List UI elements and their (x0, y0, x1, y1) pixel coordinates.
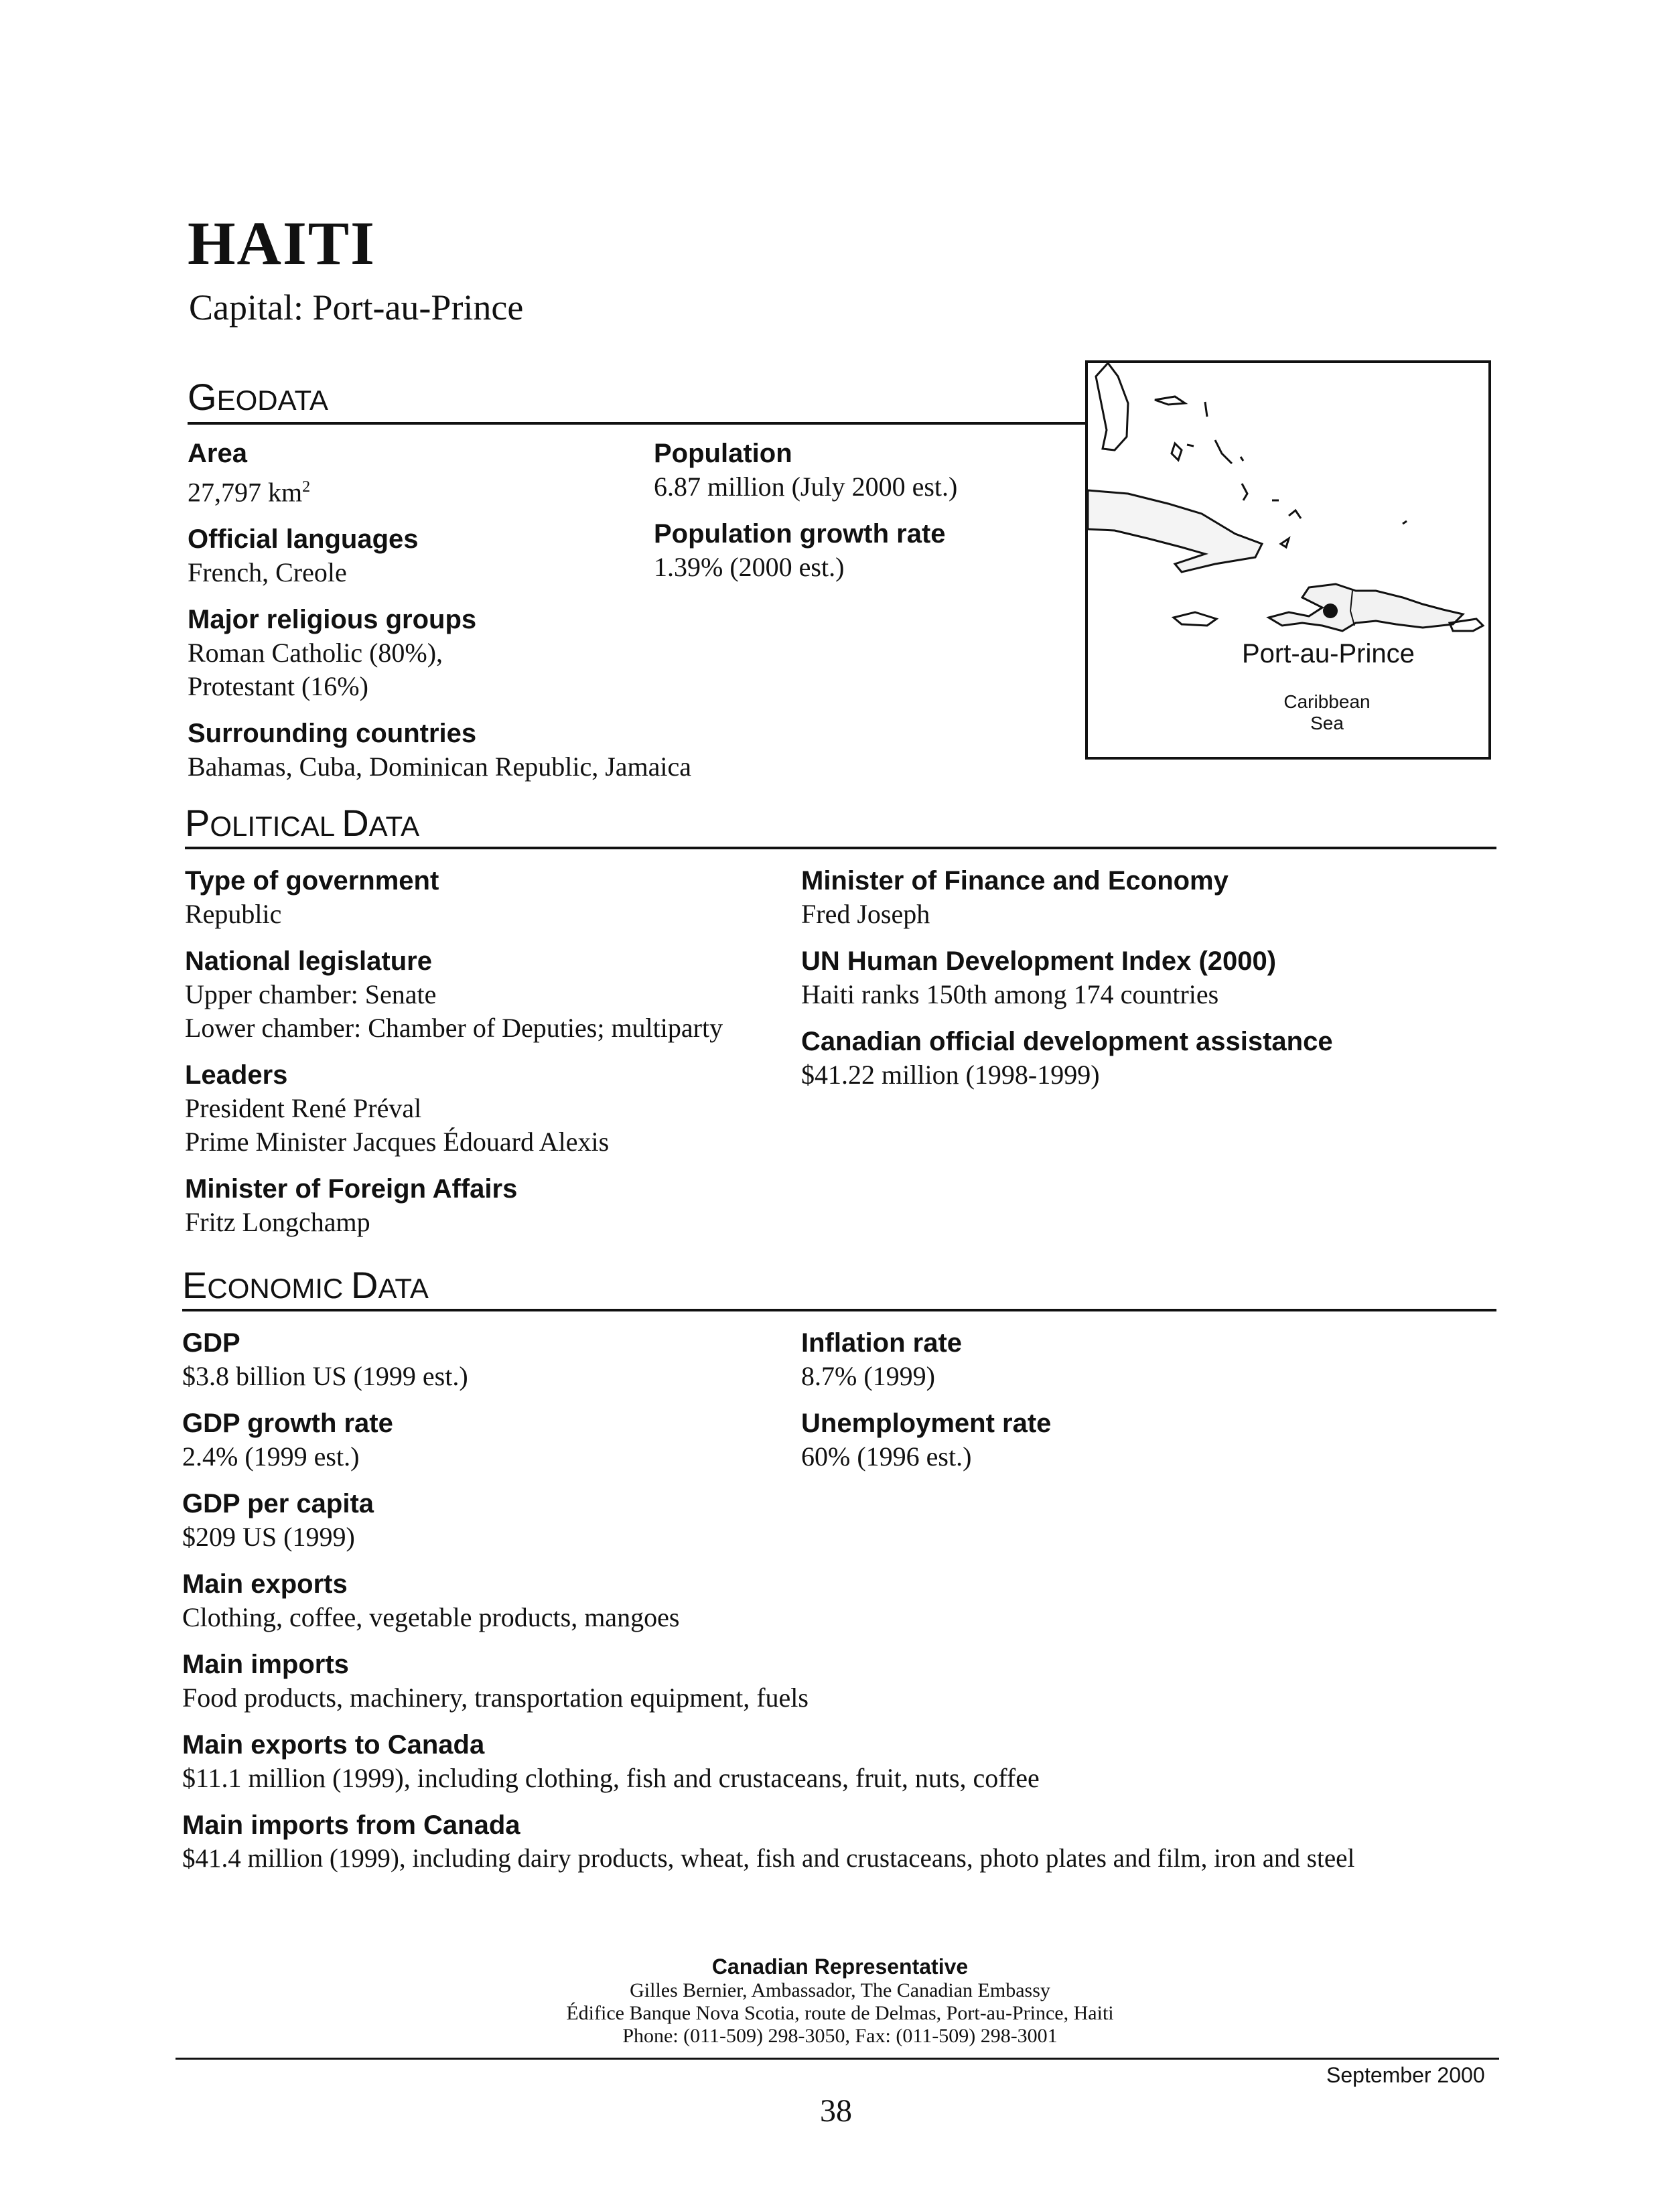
capital-dot (1323, 603, 1338, 618)
legislature-value-2: Lower chamber: Chamber of Deputies; multiparty (185, 1013, 723, 1043)
gdp-capita-label: GDP per capita (182, 1489, 374, 1518)
bahamas-island-7 (1242, 484, 1247, 500)
turks-caicos (1281, 539, 1289, 547)
map-city-label: Port-au-Prince (1242, 639, 1415, 668)
hdi-value: Haiti ranks 150th among 174 countries (801, 979, 1219, 1009)
representative-block (0, 1954, 1680, 2048)
leaders-value-2: Prime Minister Jacques Édouard Alexis (185, 1127, 610, 1157)
religions-label: Major religious groups (188, 605, 477, 635)
location-map (1085, 360, 1491, 760)
oda-value: $41.22 million (1998-1999) (801, 1060, 1100, 1090)
hispaniola-shape (1269, 584, 1463, 631)
legislature-value-1: Upper chamber: Senate (185, 979, 437, 1009)
political-right-column (801, 864, 1491, 1092)
legislature-label: National legislature (185, 946, 432, 976)
bahamas-island-2 (1205, 402, 1207, 417)
imports-canada-value: $41.4 million (1999), including dairy products, wheat, fish and crustaceans, photo plates and film, iron and steel (182, 1844, 1355, 1873)
area-label: Area (188, 439, 247, 468)
exports-canada-label: Main exports to Canada (182, 1730, 485, 1760)
exports-value: Clothing, coffee, vegetable products, mangoes (182, 1602, 680, 1632)
bahamas-island-3 (1172, 443, 1182, 460)
map-sea-label: Caribbean Sea (1283, 691, 1371, 733)
gdp-label: GDP (182, 1328, 240, 1358)
leaders-label: Leaders (185, 1060, 288, 1090)
exports-label: Main exports (182, 1569, 348, 1599)
imports-value: Food products, machinery, transportation equipment, fuels (182, 1683, 809, 1713)
florida-shape (1096, 363, 1128, 450)
area-value: 27,797 $km^2$ (188, 477, 311, 508)
foreign-minister-label: Minister of Foreign Affairs (185, 1174, 518, 1204)
finance-minister-value: Fred Joseph (801, 899, 930, 929)
gdp-capita-value: $209 US (1999) (182, 1522, 355, 1552)
representative-line-2: Édifice Banque Nova Scotia, route de Delmas, Port-au-Prince, Haiti (566, 2002, 1114, 2024)
exports-canada-value: $11.1 million (1999), including clothing, fish and crustaceans, fruit, nuts, coffee (182, 1763, 1040, 1793)
imports-canada-label: Main imports from Canada (182, 1810, 520, 1840)
bahamas-island-6 (1241, 457, 1243, 461)
population-growth-label: Population growth rate (654, 519, 946, 549)
leaders-value-1: President René Préval (185, 1093, 422, 1123)
political-heading: POLITICAL DATA (185, 802, 420, 844)
government-value: Republic (185, 899, 282, 929)
economic-heading: ECONOMIC DATA (182, 1264, 429, 1306)
government-label: Type of government (185, 866, 439, 896)
unemployment-value: 60% (1996 est.) (801, 1441, 972, 1472)
gdp-growth-label: GDP growth rate (182, 1409, 393, 1438)
footer-date: September 2000 (1326, 2063, 1485, 2087)
population-value: 6.87 million (July 2000 est.) (654, 472, 958, 502)
bahamas-island-5 (1215, 440, 1232, 464)
gdp-growth-value: 2.4% (1999 est.) (182, 1441, 360, 1472)
economic-right-column (801, 1326, 1471, 1474)
jamaica-shape (1174, 612, 1216, 626)
surrounding-label: Surrounding countries (188, 719, 477, 749)
imports-label: Main imports (182, 1650, 349, 1679)
country-title: HAITI (188, 209, 376, 277)
gdp-value: $3.8 billion US (1999 est.) (182, 1361, 468, 1391)
representative-line-1: Gilles Bernier, Ambassador, The Canadian Embassy (630, 1979, 1050, 2001)
surrounding-value: Bahamas, Cuba, Dominican Republic, Jamaica (188, 752, 692, 782)
bahamas-island-1 (1155, 397, 1185, 405)
unemployment-label: Unemployment rate (801, 1409, 1052, 1438)
religions-value-1: Roman Catholic (80%), (188, 638, 443, 668)
oda-label: Canadian official development assistance (801, 1027, 1333, 1056)
representative-line-3: Phone: (011-509) 298-3050, Fax: (011-509) 298-3001 (622, 2025, 1058, 2047)
languages-label: Official languages (188, 524, 419, 555)
political-rule (185, 847, 1496, 849)
foreign-minister-value: Fritz Longchamp (185, 1207, 370, 1237)
page-number: 38 (820, 2093, 852, 2129)
hdi-label: UN Human Development Index (2000) (801, 946, 1277, 976)
finance-minister-label: Minister of Finance and Economy (801, 866, 1229, 896)
inflation-label: Inflation rate (801, 1328, 963, 1358)
cuba-shape (1088, 490, 1262, 572)
political-left-column (185, 864, 788, 1239)
geodata-rule (188, 422, 1088, 425)
geodata-heading: GEODATA (188, 376, 329, 418)
capital-subtitle: Capital: Port-au-Prince (189, 287, 524, 328)
population-label: Population (654, 439, 792, 468)
bahamas-island-9 (1289, 510, 1301, 518)
inflation-value: 8.7% (1999) (801, 1361, 935, 1391)
geodata-right-column (654, 437, 1069, 584)
languages-value: French, Creole (188, 557, 347, 588)
bahamas-island-4 (1187, 445, 1194, 446)
representative-heading: Canadian Representative (711, 1954, 969, 1979)
population-growth-value: 1.39% (2000 est.) (654, 552, 845, 582)
footer-rule (176, 2058, 1499, 2060)
economic-rule (182, 1309, 1496, 1311)
religions-value-2: Protestant (16%) (188, 671, 368, 702)
islet-1 (1403, 521, 1407, 524)
